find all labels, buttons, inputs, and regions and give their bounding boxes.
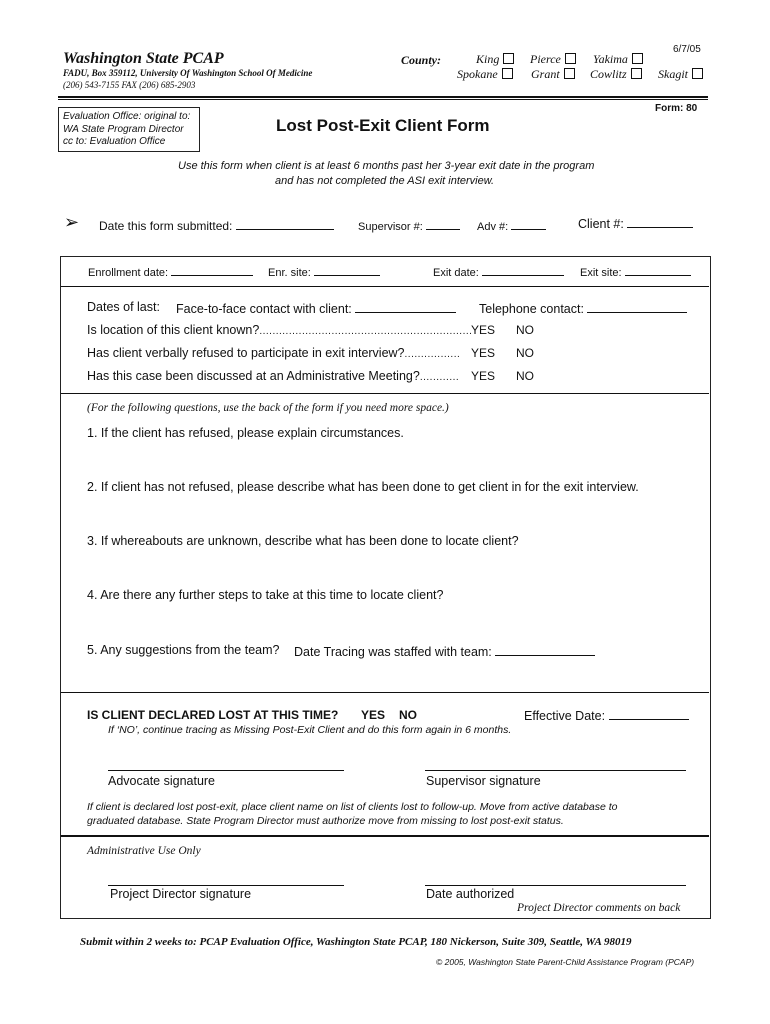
org-address: FADU, Box 359112, University Of Washington School Of Medicine xyxy=(63,68,313,78)
declaration-note-line-2: graduated database. State Program Director must authorize move from missing to lost post-exit status. xyxy=(87,815,564,827)
routing-line-2: WA State Program Director xyxy=(63,124,184,135)
header-rule-thin xyxy=(58,99,708,100)
enrollment-divider xyxy=(61,286,709,287)
checkbox-icon[interactable] xyxy=(631,68,642,79)
checkbox-icon[interactable] xyxy=(502,68,513,79)
followup-question-4: 4. Are there any further steps to take at this time to locate client? xyxy=(87,588,444,602)
date-tracing-staffed-blank[interactable] xyxy=(495,643,595,656)
checkbox-icon[interactable] xyxy=(632,53,643,64)
county-cowlitz[interactable]: Cowlitz xyxy=(590,67,642,82)
enrollment-date-label: Enrollment date: xyxy=(88,267,169,279)
declaration-no[interactable]: NO xyxy=(399,708,417,722)
yes-option-location[interactable]: YES xyxy=(471,323,496,337)
org-phone-fax: (206) 543-7155 FAX (206) 685-2903 xyxy=(63,80,196,90)
question-location-known xyxy=(87,323,472,337)
page-title: Lost Post-Exit Client Form xyxy=(276,116,490,135)
question-text: Has this case been discussed at an Administrative Meeting? xyxy=(87,369,420,383)
enrollment-site-label: Enr. site: xyxy=(268,267,311,279)
date-submitted-blank[interactable] xyxy=(236,217,334,230)
exit-site-blank[interactable] xyxy=(625,263,691,276)
routing-line-1: Evaluation Office: original to: xyxy=(63,111,191,122)
followup-question-2: 2. If client has not refused, please describe what has been done to get client in for the exit interview. xyxy=(87,480,639,494)
document-date: 6/7/05 xyxy=(673,44,701,55)
checkbox-icon[interactable] xyxy=(503,53,514,64)
checkbox-icon[interactable] xyxy=(564,68,575,79)
exit-date-label: Exit date: xyxy=(433,267,479,279)
advocate-number-blank[interactable] xyxy=(511,217,546,230)
questions-divider xyxy=(61,393,709,394)
supervisor-signature-label: Supervisor signature xyxy=(426,774,541,788)
date-submitted-label: Date this form submitted: xyxy=(99,219,233,233)
supervisor-number-field[interactable] xyxy=(358,217,460,233)
supervisor-signature-line[interactable] xyxy=(425,770,686,771)
telephone-contact-field[interactable] xyxy=(479,300,687,316)
dates-of-last-label: Dates of last: xyxy=(87,300,160,314)
client-number-field[interactable] xyxy=(578,215,693,231)
question-verbally-refused xyxy=(87,346,460,360)
routing-line-3: cc to: Evaluation Office xyxy=(63,136,166,147)
county-pierce[interactable]: Pierce xyxy=(530,52,576,67)
advocate-number-label: Adv #: xyxy=(477,221,509,233)
routing-box xyxy=(58,107,200,152)
no-option-location[interactable]: NO xyxy=(516,323,534,337)
face-to-face-blank[interactable] xyxy=(355,300,456,313)
face-to-face-label: Face-to-face contact with client: xyxy=(176,302,352,316)
followup-question-5: 5. Any suggestions from the team? xyxy=(87,643,280,657)
enrollment-date-blank[interactable] xyxy=(171,263,253,276)
effective-date-field[interactable] xyxy=(524,707,689,723)
date-authorized-line[interactable] xyxy=(425,885,686,886)
leader-dots: ................................................................. xyxy=(259,326,473,337)
header-rule xyxy=(58,96,708,98)
no-option-meeting[interactable]: NO xyxy=(516,369,534,383)
leader-dots: ................. xyxy=(404,349,461,360)
supervisor-number-label: Supervisor #: xyxy=(358,221,423,233)
advocate-number-field[interactable] xyxy=(477,217,546,233)
county-yakima[interactable]: Yakima xyxy=(593,52,643,67)
telephone-contact-label: Telephone contact: xyxy=(479,302,584,316)
no-option-refused[interactable]: NO xyxy=(516,346,534,360)
client-number-label: Client #: xyxy=(578,217,624,231)
county-grant[interactable]: Grant xyxy=(531,67,575,82)
face-to-face-field[interactable] xyxy=(176,300,456,316)
effective-date-blank[interactable] xyxy=(609,707,689,720)
county-label: County: xyxy=(401,53,442,67)
submit-instructions: Submit within 2 weeks to: PCAP Evaluation Office, Washington State PCAP, 180 Nickerson, Suite 309, Seattle, WA 98019 xyxy=(80,936,632,948)
admin-divider xyxy=(61,835,709,837)
checkbox-icon[interactable] xyxy=(565,53,576,64)
enrollment-date-field[interactable] xyxy=(88,263,253,279)
declaration-question: IS CLIENT DECLARED LOST AT THIS TIME? xyxy=(87,708,339,722)
yes-option-refused[interactable]: YES xyxy=(471,346,496,360)
instructions-line-2: and has not completed the ASI exit interview. xyxy=(275,175,495,187)
enrollment-site-field[interactable] xyxy=(268,263,380,279)
question-text: Has client verbally refused to participate in exit interview? xyxy=(87,346,405,360)
followup-question-3: 3. If whereabouts are unknown, describe what has been done to locate client? xyxy=(87,534,519,548)
declaration-note-line-1: If client is declared lost post-exit, place client name on list of clients lost to follow-up. Move from active database to xyxy=(87,801,618,813)
instructions-line-1: Use this form when client is at least 6 months past her 3-year exit date in the program xyxy=(178,160,595,172)
date-tracing-staffed-field[interactable] xyxy=(294,643,595,659)
arrow-icon: ➢ xyxy=(64,212,80,232)
leader-dots: ............ xyxy=(419,372,460,383)
declaration-yes[interactable]: YES xyxy=(361,708,386,722)
yes-option-meeting[interactable]: YES xyxy=(471,369,496,383)
director-comments-note: Project Director comments on back xyxy=(517,902,681,914)
exit-date-field[interactable] xyxy=(433,263,564,279)
org-name: Washington State PCAP xyxy=(63,50,224,67)
director-signature-label: Project Director signature xyxy=(110,887,252,901)
advocate-signature-label: Advocate signature xyxy=(108,774,216,788)
exit-site-field[interactable] xyxy=(580,263,691,279)
if-no-instruction: If ‘NO’, continue tracing as Missing Post-Exit Client and do this form again in 6 months. xyxy=(108,724,512,736)
declaration-divider xyxy=(61,692,709,693)
question-admin-meeting xyxy=(87,369,459,383)
county-king[interactable]: King xyxy=(476,52,514,67)
followup-question-1: 1. If the client has refused, please explain circumstances. xyxy=(87,426,404,440)
advocate-signature-line[interactable] xyxy=(108,770,344,771)
exit-date-blank[interactable] xyxy=(482,263,564,276)
question-text: Is location of this client known? xyxy=(87,323,260,337)
enrollment-site-blank[interactable] xyxy=(314,263,380,276)
form-number: Form: 80 xyxy=(655,103,698,114)
admin-use-label: Administrative Use Only xyxy=(87,845,201,857)
copyright: © 2005, Washington State Parent-Child Assistance Program (PCAP) xyxy=(436,957,695,967)
exit-site-label: Exit site: xyxy=(580,267,622,279)
county-spokane[interactable]: Spokane xyxy=(457,67,513,82)
county-skagit[interactable]: Skagit xyxy=(658,67,703,82)
date-tracing-staffed-label: Date Tracing was staffed with team: xyxy=(294,645,492,659)
checkbox-icon[interactable] xyxy=(692,68,703,79)
telephone-contact-blank[interactable] xyxy=(587,300,687,313)
effective-date-label: Effective Date: xyxy=(524,709,606,723)
client-number-blank[interactable] xyxy=(627,215,693,228)
date-submitted-field[interactable] xyxy=(99,217,334,233)
followup-note: (For the following questions, use the back of the form if you need more space.) xyxy=(87,402,449,414)
director-signature-line[interactable] xyxy=(108,885,344,886)
supervisor-number-blank[interactable] xyxy=(426,217,460,230)
date-authorized-label: Date authorized xyxy=(426,887,515,901)
